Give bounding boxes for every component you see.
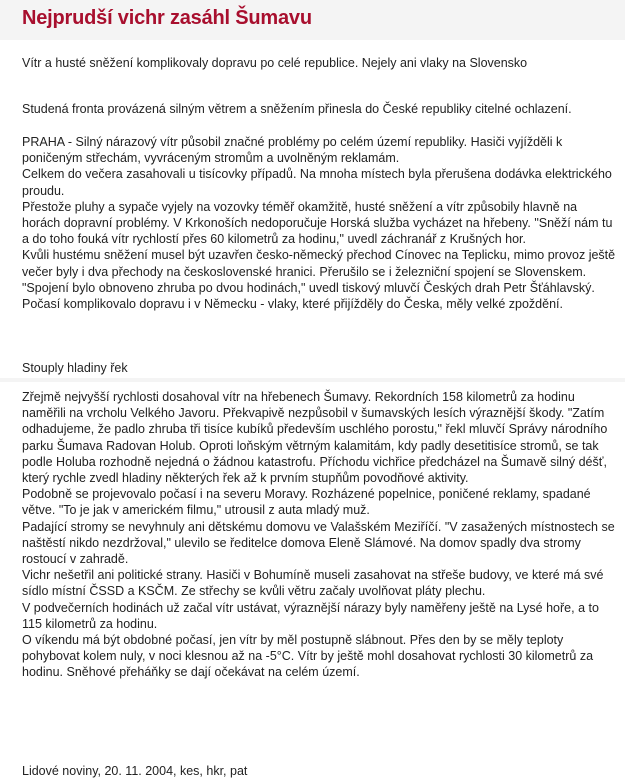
lead-text: Vítr a husté sněžení komplikovaly dopravu po celé republice. Nejely ani vlaky na Slovensko bbox=[22, 56, 528, 70]
article-body-section-1 bbox=[22, 134, 618, 312]
title-bar bbox=[0, 0, 625, 40]
article-lead bbox=[22, 55, 618, 71]
paragraph: Podobně se projevovalo počasí i na severu Moravy. Rozházené popelnice, poničené reklamy, spadané větve. "To je jak v americkém filmu," utrousil z auta mladý muž. bbox=[22, 487, 591, 518]
paragraph: Zřejmě nejvyšší rychlosti dosahoval vítr na hřebenech Šumavy. Rekordních 158 kilometrů za hodinu naměřili na vrcholu Velkého Javoru. Překvapivě nezpůsobil v šumavských lesích výraznější škody. "Zatím odhadujeme, že padlo zhruba tři tisíce kubíků především uschlého porostu," řekl mluvčí Správy národního parku Šumava Radovan Holub. Oproti loňským větrným kalamitám, kdy padly desetitisíce stromů, se tak podle Holuba rozhodně nejedná o žádnou katastrofu. Příchodu vichřice předcházel na Šumavě silný déšť, který rychle zvedl hladiny některých řek až k prvním stupňům povodňové aktivity. bbox=[22, 390, 608, 486]
paragraph: Vichr nešetřil ani politické strany. Hasiči v Bohumíně museli zasahovat na střeše budovy, ve které má své sídlo místní ČSSD a KSČM. Ze střechy se kvůli větru začaly uvolňovat pláty plechu. bbox=[22, 568, 604, 599]
signature-text: Lidové noviny, 20. 11. 2004, kes, hkr, pat bbox=[22, 764, 248, 778]
paragraph: Padající stromy se nevyhnuly ani dětskému domovu ve Valašském Meziříčí. "V zasažených místnostech se naštěstí nikdo nezdržoval," ulevilo se ředitelce domova Eleně Slámové. Na domov spadly dva stromy rostoucí v zahradě. bbox=[22, 519, 615, 567]
paragraph: Kvůli hustému sněžení musel být uzavřen česko-německý přechod Cínovec na Teplicku, mimo provoz ještě večer byly i dva přechody na československé hranici. Přerušilo se i železniční spojení se Slovenskem. bbox=[22, 248, 616, 279]
paragraph: V podvečerních hodinách už začal vítr ustávat, výraznější nárazy byly naměřeny ještě na Lysé hoře, a to 115 kilometrů za hodinu. bbox=[22, 600, 599, 631]
paragraph: Celkem do večera zasahovali u tisícovky případů. Na mnoha místech byla přerušena dodávka elektrického proudu. bbox=[22, 167, 612, 198]
paragraph: "Spojení bylo obnoveno zhruba po dvou hodinách," uvedl tiskový mluvčí Českých drah Petr Šťáhlavský. Počasí komplikovalo dopravu i v Německu - vlaky, které přijížděly do Česka, měly velké zpoždění. bbox=[22, 280, 595, 312]
subheading-block bbox=[22, 360, 618, 376]
paragraph: Přestože pluhy a sypače vyjely na vozovky téměř okamžitě, husté sněžení a vítr způsobily hlavně na horách dopravní problémy. V Krkonoších nedoporučuje Horská služba vycházet na hřebeny. "Sněží nám tu a do toho fouká vítr rychlostí přes 60 kilometrů za hodinu," uvedl záchranář z Krušných hor. bbox=[22, 199, 613, 247]
article-body-section-2 bbox=[22, 389, 618, 681]
article-signature bbox=[22, 763, 618, 779]
article-title: Nejprudší vichr zasáhl Šumavu bbox=[22, 7, 312, 29]
paragraph: PRAHA - Silný nárazový vítr působil značné problémy po celém území republiky. Hasiči vyjížděli k poničeným střechám, vyvráceným stromům a uvolněným reklamám. bbox=[22, 135, 563, 166]
article-intro bbox=[22, 101, 618, 117]
paragraph: O víkendu má být obdobné počasí, jen vítr by měl postupně slábnout. Přes den by se měly teploty pohybovat kolem nuly, v noci klesnou až na -5°C. Vítr by ještě mohl dosahovat rychlosti 30 kilometrů za hodinu. Sněhové přeháňky se dají očekávat na celém území. bbox=[22, 633, 594, 680]
intro-text: Studená fronta provázená silným větrem a sněžením přinesla do České republiky citelné ochlazení. bbox=[22, 102, 572, 116]
subheading: Stouply hladiny řek bbox=[22, 361, 128, 375]
section-divider bbox=[0, 378, 625, 382]
